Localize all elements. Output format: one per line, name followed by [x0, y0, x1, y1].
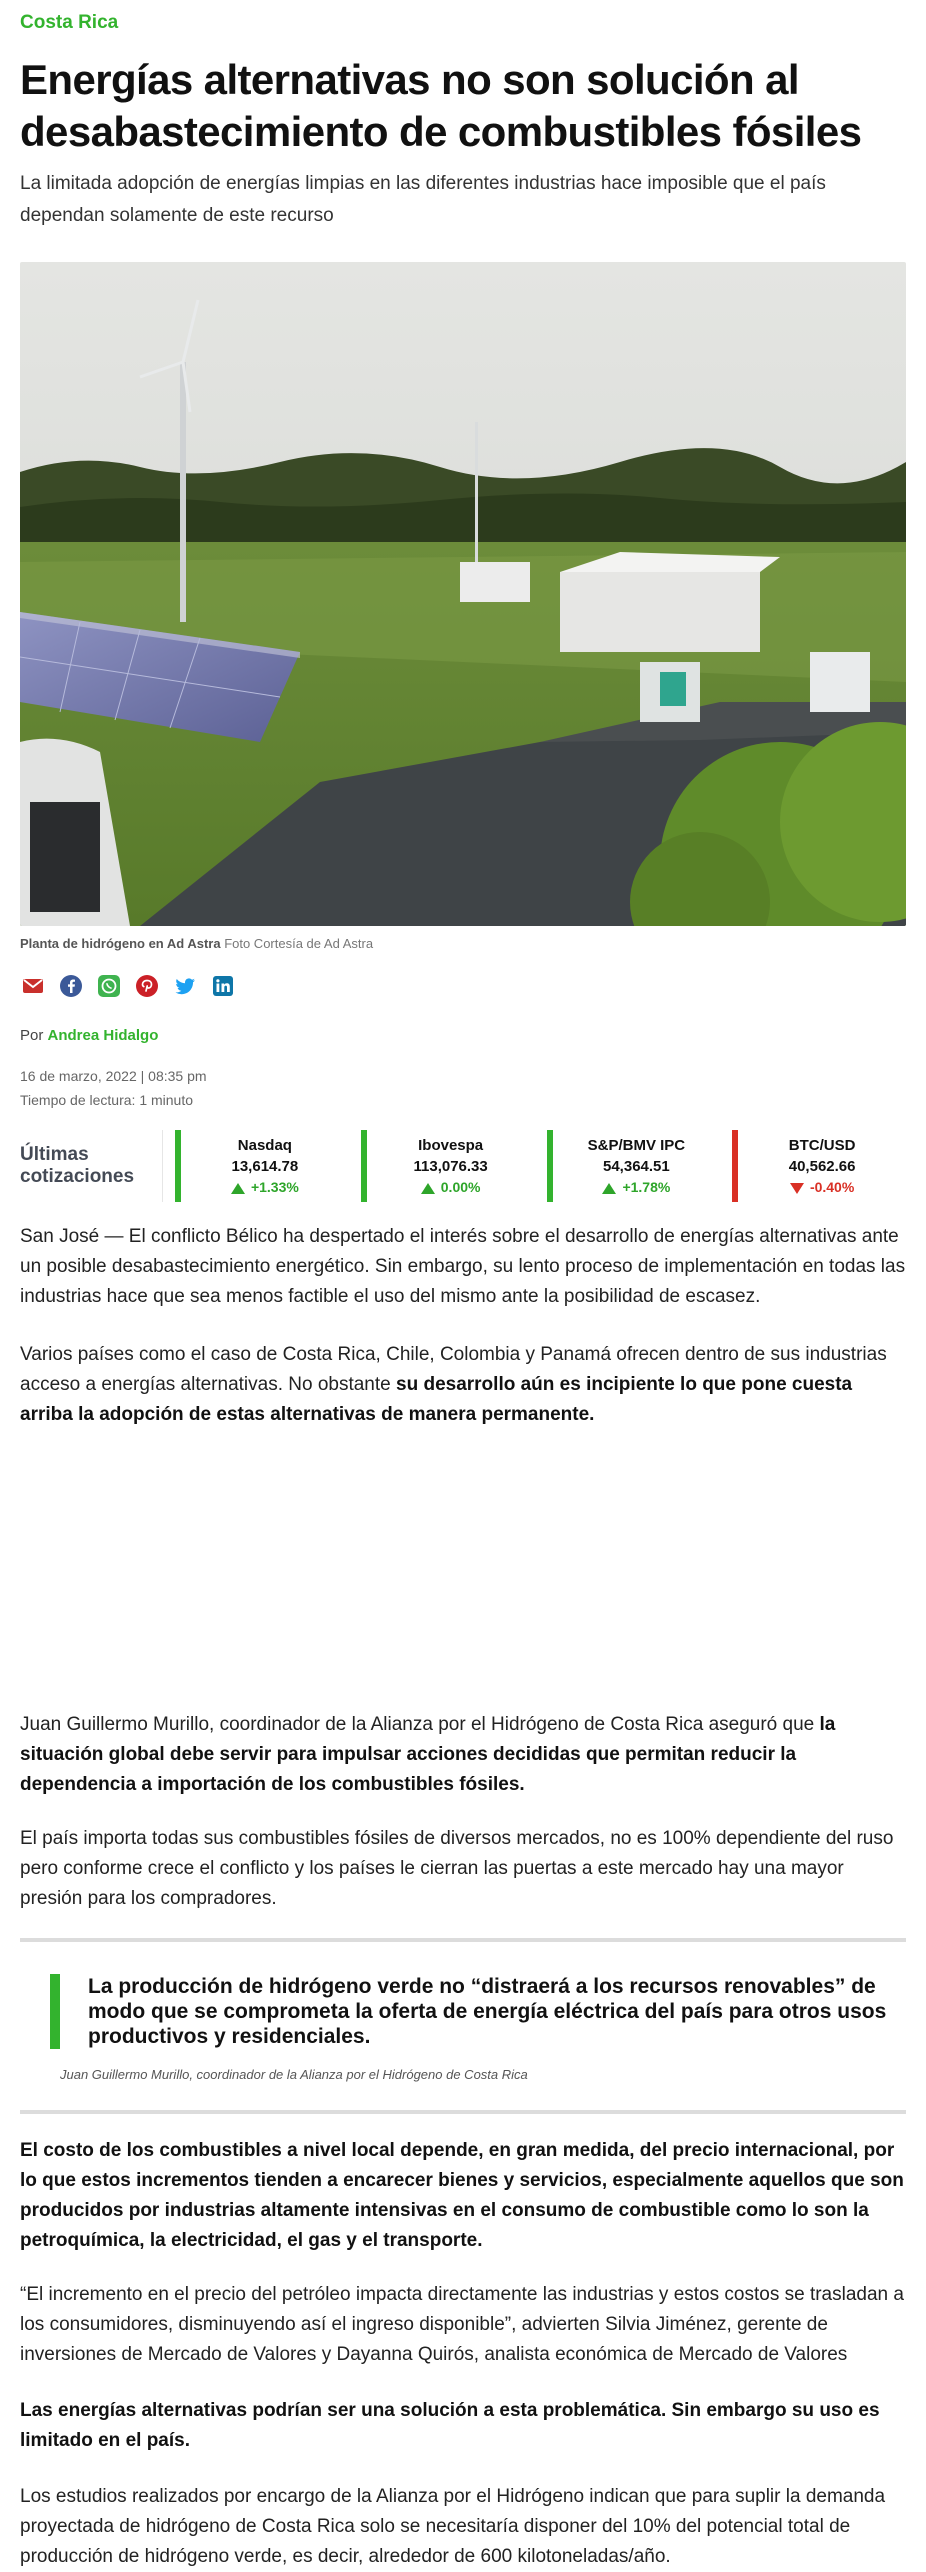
- quote-change: 0.00%: [367, 1179, 535, 1195]
- quote-value: 13,614.78: [231, 1158, 299, 1175]
- quote-name: Ibovespa: [418, 1137, 484, 1154]
- quote-change: +1.33%: [181, 1179, 349, 1195]
- article-meta: [20, 1064, 906, 1112]
- reading-time: Tiempo de lectura: 1 minuto: [20, 1092, 194, 1108]
- market-quotes-label: Últimas cotizaciones: [20, 1130, 163, 1202]
- paragraph-4: El país importa todas sus combustibles fósiles de diversos mercados, no es 100% dependiente del ruso pero conforme crece el conflicto y los países le cierran las puertas a este mercado hay una mayor presión para los compradores.: [20, 1828, 894, 1909]
- market-quotes: [20, 1130, 906, 1202]
- arrow-up-icon: [231, 1183, 245, 1194]
- pull-quote-body: [50, 1974, 906, 2049]
- pull-quote-cite: Juan Guillermo Murillo, coordinador de la Alianza por el Hidrógeno de Costa Rica: [60, 2067, 528, 2082]
- quote-btc-usd[interactable]: [732, 1130, 906, 1202]
- byline-prefix: Por: [20, 1027, 44, 1044]
- quote-change: +1.78%: [553, 1179, 721, 1195]
- article-page: [0, 12, 926, 2567]
- quote-sp-bmv-ipc[interactable]: [547, 1130, 721, 1202]
- pull-quote: [20, 1938, 906, 2114]
- paragraph-2: Varios países como el caso de Costa Rica, Chile, Colombia y Panamá ofrecen dentro de sus industrias acceso a energías alternativas. No obstante su desarrollo aún es incipiente lo que pone cuesta arriba la adopción de estas alternativas de manera permanente.: [20, 1344, 887, 1425]
- quote-name: S&P/BMV IPC: [587, 1137, 686, 1154]
- arrow-up-icon: [421, 1183, 435, 1194]
- author-link[interactable]: Andrea Hidalgo: [47, 1027, 159, 1044]
- pull-quote-text: La producción de hidrógeno verde no “distraerá a los recursos renovables” de modo que se comprometa la oferta de energía eléctrica del país para otros usos productivos y residenciales.: [88, 1975, 887, 2048]
- quote-name: Nasdaq: [237, 1137, 292, 1154]
- article-title: Energías alternativas no son solución al desabastecimiento de combustibles fósiles: [20, 56, 862, 155]
- quote-value: 113,076.33: [413, 1158, 488, 1175]
- paragraph-5: El costo de los combustibles a nivel local depende, en gran medida, del precio internacional, por lo que estos incrementos tienden a encarecer bienes y servicios, especialmente aquellos que son producidos por industrias altamente intensivas en el consumo de combustible como lo son la petroquímica, la electricidad, el gas y el transporte.: [20, 2140, 904, 2251]
- twitter-icon[interactable]: [172, 973, 198, 999]
- section-kicker-link[interactable]: Costa Rica: [20, 12, 119, 33]
- pinterest-icon[interactable]: [134, 973, 160, 999]
- byline: [20, 1027, 906, 1044]
- article-container: [0, 12, 926, 2572]
- hero-image: [20, 262, 906, 926]
- image-caption-title: Planta de hidrógeno en Ad Astra: [20, 936, 221, 951]
- image-caption: [20, 936, 906, 951]
- email-icon[interactable]: [20, 973, 46, 999]
- image-caption-credit: Foto Cortesía de Ad Astra: [224, 936, 374, 951]
- quote-value: 54,364.51: [603, 1158, 670, 1175]
- quote-name: BTC/USD: [788, 1137, 856, 1154]
- paragraph-8: Los estudios realizados por encargo de la Alianza por el Hidrógeno indican que para suplir la demanda proyectada de hidrógeno de Costa Rica solo se necesitaría disponer del 10% del potencial total de producción de hidrógeno verde, es decir, alrededor de 600 kilotoneladas/año.: [20, 2486, 886, 2567]
- quote-value: 40,562.66: [788, 1158, 856, 1175]
- quote-nasdaq[interactable]: [175, 1130, 349, 1202]
- share-bar: [20, 973, 906, 999]
- article-subtitle: La limitada adopción de energías limpias en las diferentes industrias hace imposible que el país dependan solamente de este recurso: [20, 173, 826, 226]
- quote-ibovespa[interactable]: [361, 1130, 535, 1202]
- linkedin-icon[interactable]: [210, 973, 236, 999]
- paragraph-1: San José — El conflicto Bélico ha despertado el interés sobre el desarrollo de energías alternativas ante un posible desabastecimiento energético. Sin embargo, su lento proceso de implementación en todas las industrias hace que sea menos factible el uso del mismo ante la posibilidad de escasez.: [20, 1226, 906, 1307]
- arrow-up-icon: [602, 1183, 616, 1194]
- paragraph-3: Juan Guillermo Murillo, coordinador de la Alianza por el Hidrógeno de Costa Rica aseguró que la situación global debe servir para impulsar acciones decididas que permitan reducir la dependencia a importación de los combustibles fósiles.: [20, 1714, 836, 1795]
- publish-date: 16 de marzo, 2022 | 08:35 pm: [20, 1068, 207, 1084]
- paragraph-6: “El incremento en el precio del petróleo impacta directamente las industrias y estos costos se trasladan a los consumidores, disminuyendo así el ingreso disponible”, advierten Silvia Jiménez, gerente de inversiones de Mercado de Valores y Dayanna Quirós, analista económica de Mercado de Valores: [20, 2284, 904, 2365]
- whatsapp-icon[interactable]: [96, 973, 122, 999]
- ad-placeholder: [20, 1430, 906, 1710]
- paragraph-7: Las energías alternativas podrían ser una solución a esta problemática. Sin embargo su uso es limitado en el país.: [20, 2400, 880, 2451]
- facebook-icon[interactable]: [58, 973, 84, 999]
- quote-change: -0.40%: [738, 1179, 906, 1195]
- arrow-down-icon: [790, 1183, 804, 1194]
